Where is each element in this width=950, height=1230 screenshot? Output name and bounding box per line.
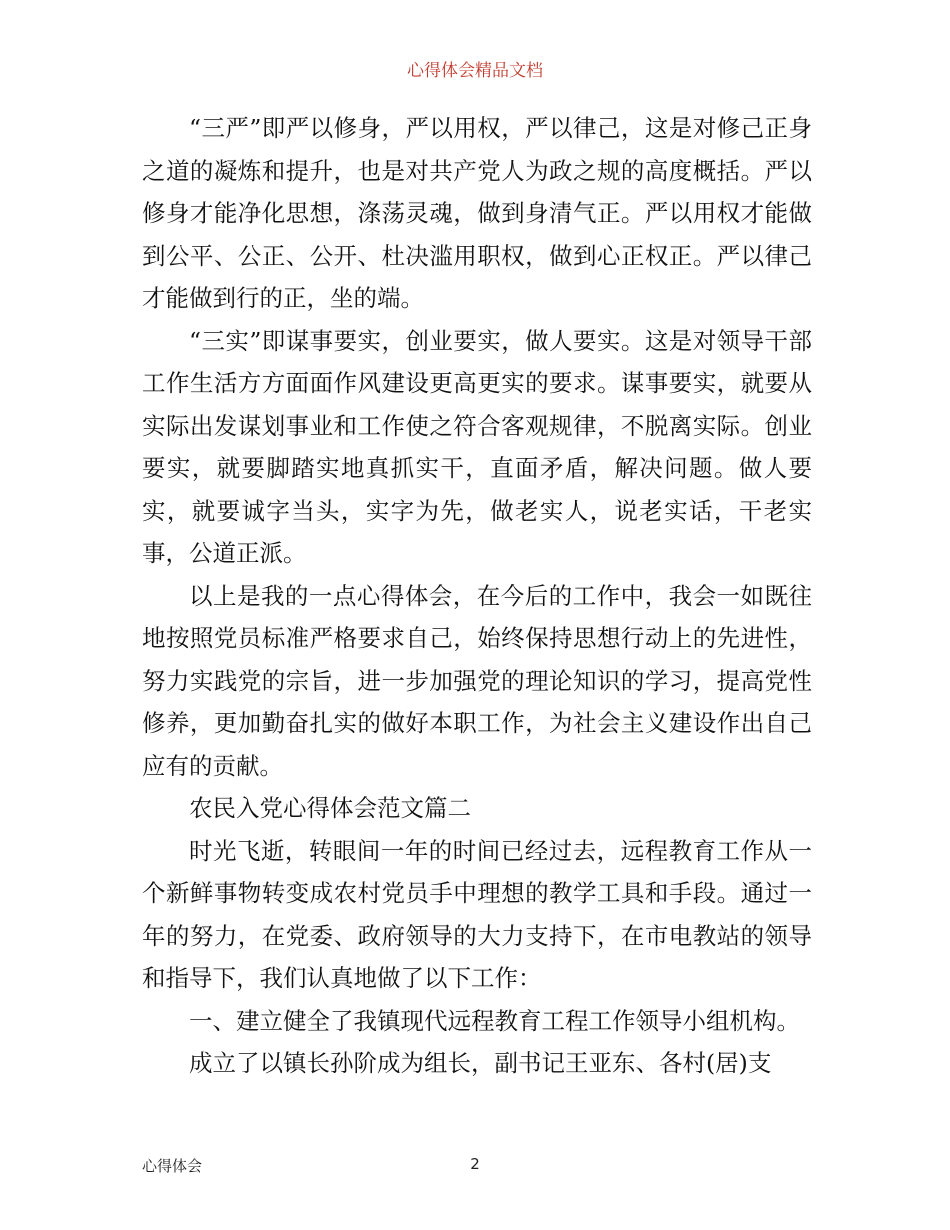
section-heading: 农民入党心得体会范文篇二 xyxy=(189,794,471,822)
page-number: 2 xyxy=(470,1155,480,1173)
paragraph-leadership-group: 成立了以镇长孙阶成为组长，副书记王亚东、各村(居)支 xyxy=(189,1049,772,1077)
paragraph-item-one: 一、建立健全了我镇现代远程教育工程工作领导小组机构。 xyxy=(189,1006,800,1035)
paragraph-intro: 时光飞逝，转眼间一年的时间已经过去，远程教育工作从一个新鲜事物转变成农村党员手中理想的教学工具和手段。通过一年的努力，在党委、政府领导的大力支持下，在市电教站的领导和指导下，我们认真地做了以下工作： xyxy=(142,836,812,992)
footer-label: 心得体会 xyxy=(142,1157,203,1175)
document-header-title: 心得体会精品文档 xyxy=(407,61,543,81)
paragraph-san-yan: “三严”即严以修身，严以用权，严以律己，这是对修己正身之道的凝炼和提升，也是对共产党人为政之规的高度概括。严以修身才能净化思想，涤荡灵魂，做到身清气正。严以用权才能做到公平、公正、公开、杜决滥用职权，做到心正权正。严以律己才能做到行的正，坐的端。 xyxy=(142,114,812,312)
paragraph-san-shi: “三实”即谋事要实，创业要实，做人要实。这是对领导干部工作生活方方面面作风建设更高更实的要求。谋事要实，就要从实际出发谋划事业和工作使之符合客观规律，不脱离实际。创业要实，就要脚踏实地真抓实干，直面矛盾，解决问题。做人要实，就要诚字当头，实字为先，做老实人，说老实话，干老实事，公道正派。 xyxy=(142,326,812,567)
paragraph-conclusion: 以上是我的一点心得体会，在今后的工作中，我会一如既往地按照党员标准严格要求自己，始终保持思想行动上的先进性，努力实践党的宗旨，进一步加强党的理论知识的学习，提高党性修养，更加勤奋扎实的做好本职工作，为社会主义建设作出自己应有的贡献。 xyxy=(142,581,812,780)
document-body xyxy=(142,107,812,1085)
